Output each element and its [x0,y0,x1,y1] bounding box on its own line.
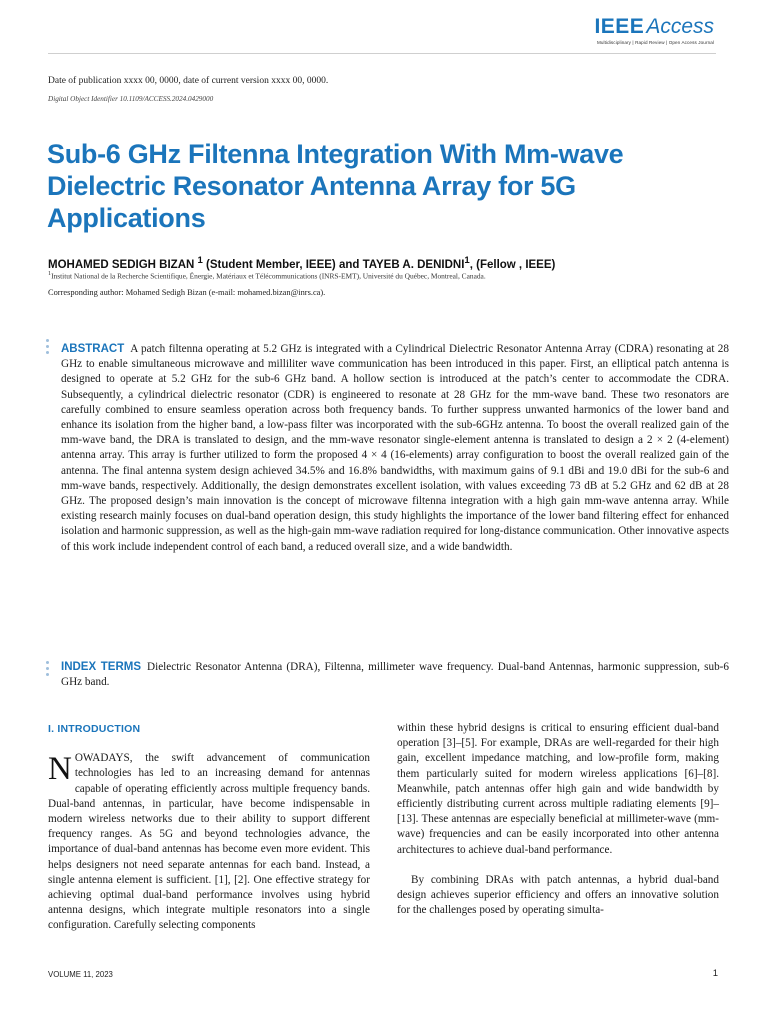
abstract [61,342,729,555]
intro-paragraph-2: By combining DRAs with patch antennas, a hybrid dual-band design achieves superior efficiency and offers an innovative solution for the challenges posed by operating simulta- [397,873,719,917]
author2-superscript: 1 [464,255,470,266]
abstract-dots-icon [46,339,50,357]
abstract-text: A patch filtenna operating at 5.2 GHz is integrated with a Cylindrical Dielectric Resonator Antenna Array (CDRA) resonating at 28 GHz to enable simultaneous microwave and milliliter wave communication has been introduced in this paper. First, an elliptical patch antenna is designed to operate at 5.2 GHz for the sub-6 GHz band. A hollow section is introduced at the patch’s center to accommodate the CDRA. Subsequently, a cylindrical dielectric resonator (CDR) is engineered to resonate at 28 GHz for the mm-wave band. These two resonators are carefully combined to ensure seamless operation across both frequency bands. To further suppress unwanted harmonics of the lower band and enhance its isolation from the higher band, a low-pass filter was incorporated with the sub-6GHz antenna. To boost the overall realized gain of the mm-wave band, the DRA is translated to design, and the mm-wave resonator single-element antenna is translated to design a 2 × 2 (4-element) antenna array. This array is further utilized to form the proposed 4 × 4 (16-elements) array configuration to boost the overall realized gain of the antenna. The final antenna system design achieved 34.5% and 16.8% bandwidths, with maximum gains of 9.1 dBi and 19.0 dBi for the sub-6 and mm-wave bands, respectively. Additionally, the design demonstrates excellent isolation, with values exceeding 73 dB at 5.2 GHz and 62 dB at 28 GHz. The proposed design’s main innovation is the concept of microwave filtenna integration with a high gain mm-wave antenna array. While existing research mainly focuses on dual-band operation design, this study highlights the importance of the lower band filtering effect for enhanced isolation and harmonic suppression, as well as the high-gain mm-wave radiation required for long-distance communication. Other innovative aspects of this work include independent control of each band, a reduced overall size, and a wide bandwidth. [61,343,729,553]
drop-cap: N [48,751,72,788]
publication-date: Date of publication xxxx 00, 0000, date of current version xxxx 00, 0000. [48,76,329,86]
corresponding-author: Corresponding author: Mohamed Sedigh Bizan (e-mail: mohamed.bizan@inrs.ca). [48,288,326,297]
index-terms-text: Dielectric Resonator Antenna (DRA), Filtenna, millimeter wave frequency. Dual-band Antennas, harmonic suppression, sub-6 GHz band. [61,661,729,689]
intro-paragraph-1-text: OWADAYS, the swift advancement of communication technologies has led to an increasing demand for antennas capable of operating efficiently across multiple frequency bands. Dual-band antennas, in particular, have become indispensable in modern wireless networks due to their ability to support different frequency ranges. As 5G and beyond technologies advance, the importance of dual-band antennas has become even more evident. This helps designers not need separate antennas for each band. Instead, a single antenna element is sufficient. [1], [2]. One effective strategy for achieving optimal dual-band performance involves using hybrid antenna designs, which integrate multiple resonators into a single configuration. Carefully selecting components [48,752,370,932]
author1-role: (Student Member, IEEE) and TAYEB A. DENIDNI [206,258,465,271]
header-rule [48,53,716,54]
author2-role: , (Fellow , IEEE) [469,258,556,271]
index-terms-label: INDEX TERMS [61,661,142,673]
journal-logo [594,16,714,45]
author1-name: MOHAMED SEDIGH BIZAN [48,258,195,271]
logo-access-text: Access [646,15,714,38]
paper-title: Sub-6 GHz Filtenna Integration With Mm-wave Dielectric Resonator Antenna Array for 5G Applications [47,139,624,233]
left-column [48,722,370,934]
logo-ieee-text: IEEE [594,15,645,38]
index-terms-dots-icon [46,661,50,679]
index-terms [61,660,729,690]
page-number: 1 [712,968,718,979]
right-column [397,721,719,918]
affiliation-text: Institut National de la Recherche Scientifique, Énergie, Matériaux et Télécommunications (INRS-EMT), Université du Québec, Montreal, Canada. [51,271,486,281]
author1-superscript: 1 [197,255,203,266]
author-line [48,255,555,271]
logo-tagline: Multidisciplinary | Rapid Review | Open Access Journal [596,40,714,45]
intro-paragraph-1 [48,751,370,933]
footer-volume: VOLUME 11, 2023 [48,970,113,979]
section-heading-introduction: I. INTRODUCTION [48,723,141,735]
abstract-label: ABSTRACT [61,343,125,355]
affiliation [48,271,486,280]
doi: Digital Object Identifier 10.1109/ACCESS.2024.0429000 [48,95,214,103]
intro-paragraph-1-continued: within these hybrid designs is critical to ensuring efficient dual-band operation [3]–[5]. For example, DRAs are well-regarded for their high gain, excellent impedance matching, and low-profile form, making them particularly suited for modern wireless applications [6]–[8]. Meanwhile, patch antennas offer high gain and wide bandwidth by efficiently distributing current across multiple radiating elements [9]–[13]. These antennas are especially beneficial at millimeter-wave (mm-wave) frequencies and can be easily incorporated into other antenna architectures to achieve dual-band performance. [397,722,719,856]
affiliation-superscript: 1 [48,271,52,277]
